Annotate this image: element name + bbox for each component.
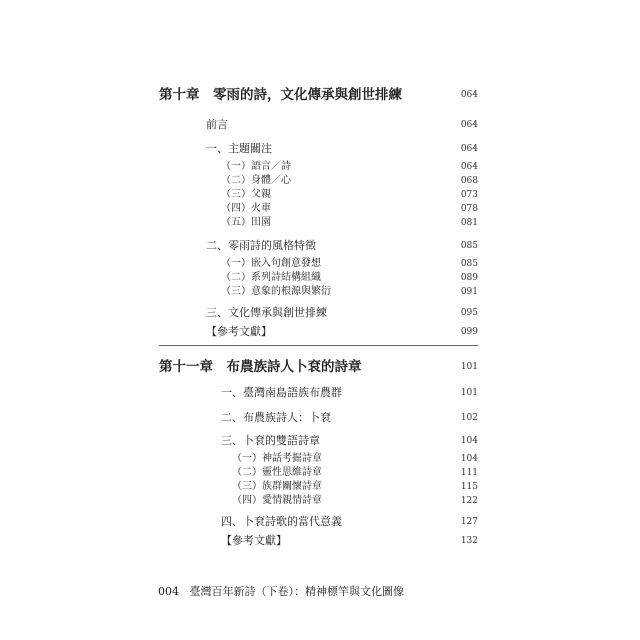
toc-entry-label: 三、文化傳承與創世排練 [206,306,327,319]
toc-entry [0,214,478,232]
toc-entry-page: 064 [460,120,478,130]
chapter-heading [0,356,478,378]
toc-entry-label: （二）身體／心 [221,175,291,186]
toc-entry-page: 064 [460,162,478,172]
chapter-title: 第十一章 布農族詩人卜袞的詩章 [159,359,362,375]
toc-entry-label: （四）火車 [221,203,271,214]
toc-entry-label: 三、卜袞的雙語詩章 [221,434,320,447]
chapter-page: 064 [460,90,478,100]
toc-entry-page: 111 [460,468,478,478]
chapter-heading [0,84,478,106]
toc-entry [0,304,478,322]
toc-entry [0,513,478,531]
toc-entry-label: 【參考文獻】 [206,325,272,338]
toc-entry-page: 085 [460,259,478,269]
toc-entry-label: （三）意象的根源與繁衍 [221,286,331,297]
toc-entry-label: （三）父親 [221,189,271,200]
toc-entry-page: 089 [460,273,478,283]
toc-entry-label: （一）神話考掘詩章 [232,453,322,464]
toc-entry [0,140,478,158]
footer-book-title: 臺灣百年新詩（下卷）：精神標竿與文化圖像 [189,585,404,598]
toc-entry [0,323,478,341]
chapter-page: 101 [460,362,478,372]
toc-entry-page: 073 [460,190,478,200]
footer-page-number: 004 [158,585,179,598]
toc-entry-label: （二）靈性思維詩章 [232,467,322,478]
toc-entry [0,283,478,301]
toc-entry-page: 064 [460,144,478,154]
toc-entry [0,432,478,450]
toc-entry-page: 122 [460,496,478,506]
toc-entry [0,384,478,402]
toc-entry [0,532,478,550]
toc-entry [0,116,478,134]
toc-entry-page: 078 [460,204,478,214]
toc-entry-label: 一、主題關注 [206,142,272,155]
toc-entry-page: 102 [460,413,478,423]
toc-entry-label: 【參考文獻】 [221,534,287,547]
toc-entry-page: 127 [460,517,478,527]
toc-entry-page: 104 [460,454,478,464]
toc-entry-label: （一）語言／詩 [221,161,291,172]
toc-entry-label: （三）族群關懷詩章 [232,481,322,492]
toc-entry-label: 四、卜袞詩歌的當代意義 [221,515,342,528]
toc-entry-label: （五）田園 [221,217,271,228]
toc-entry [0,492,478,510]
toc-entry-label: 二、布農族詩人：卜袞 [221,411,331,424]
chapter-title: 第十章 零雨的詩，文化傳承與創世排練 [159,87,402,103]
toc-entry-page: 085 [460,241,478,251]
toc-entry-page: 101 [460,388,478,398]
chapter-divider [159,345,478,346]
toc-entry [0,409,478,427]
toc-entry-page: 068 [460,176,478,186]
toc-entry-page: 081 [460,218,478,228]
toc-entry-label: 前言 [206,118,228,131]
toc-entry-page: 104 [460,436,478,446]
page-footer [158,584,404,600]
toc-entry-label: （四）愛情親情詩章 [232,495,322,506]
toc-entry [0,237,478,255]
toc-entry-page: 099 [460,327,478,337]
toc-entry-page: 132 [460,536,478,546]
toc-entry-label: 一、臺灣南島語族布農群 [221,386,342,399]
toc-entry-label: （二）系列詩結構組織 [221,272,321,283]
toc-entry-label: （一）嵌入句創意發想 [221,258,321,269]
toc-entry-page: 115 [460,482,478,492]
toc-entry-page: 091 [460,287,478,297]
toc-entry-label: 二、零雨詩的風格特徵 [206,239,316,252]
toc-entry-page: 095 [460,308,478,318]
